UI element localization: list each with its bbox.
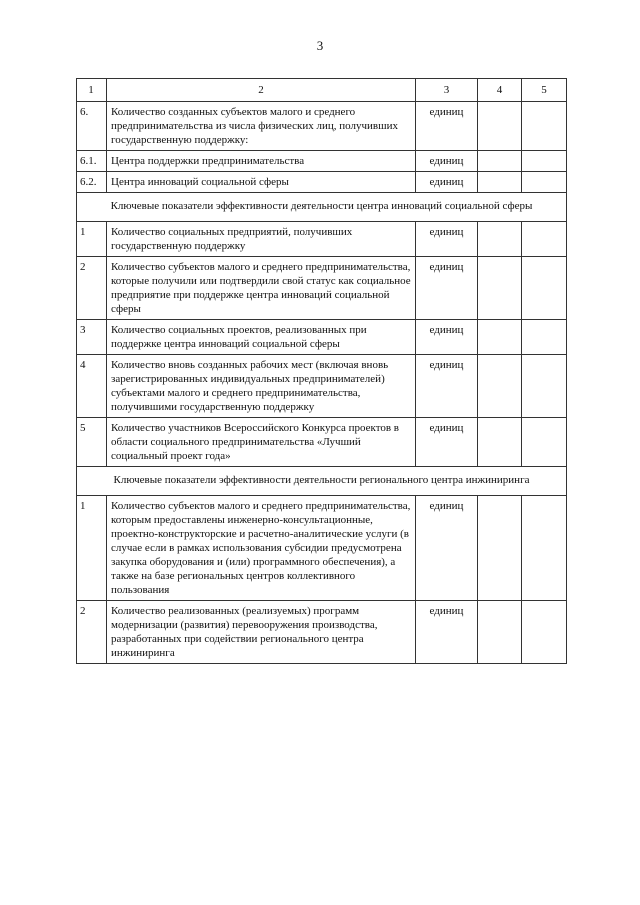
row-number: 2	[77, 257, 107, 320]
value-cell-5	[522, 102, 567, 151]
section-heading-row	[77, 467, 567, 496]
table-row	[77, 320, 567, 355]
value-cell-4	[478, 418, 522, 467]
unit-cell: единиц	[416, 496, 478, 601]
unit-cell: единиц	[416, 151, 478, 172]
header-cell-3: 3	[416, 79, 478, 102]
indicator-name: Количество вновь созданных рабочих мест (включая вновь зарегистрированных индивидуальных предпринимателей) субъектами малого и среднего предпринимательства, получившими государственную поддержку	[107, 355, 416, 418]
value-cell-4	[478, 601, 522, 664]
row-number: 1	[77, 222, 107, 257]
unit-cell: единиц	[416, 320, 478, 355]
section-heading: Ключевые показатели эффективности деятельности регионального центра инжиниринга	[77, 467, 567, 496]
row-number: 1	[77, 496, 107, 601]
value-cell-5	[522, 151, 567, 172]
unit-cell: единиц	[416, 102, 478, 151]
value-cell-5	[522, 418, 567, 467]
value-cell-5	[522, 601, 567, 664]
table-row	[77, 172, 567, 193]
indicator-name: Центра инноваций социальной сферы	[107, 172, 416, 193]
table-row	[77, 102, 567, 151]
value-cell-5	[522, 320, 567, 355]
row-number: 4	[77, 355, 107, 418]
value-cell-5	[522, 496, 567, 601]
value-cell-5	[522, 257, 567, 320]
indicator-name: Количество социальных предприятий, получивших государственную поддержку	[107, 222, 416, 257]
row-number: 2	[77, 601, 107, 664]
table-row	[77, 222, 567, 257]
indicator-name: Количество реализованных (реализуемых) программ модернизации (развития) перевооружения производства, разработанных при содействии регионального центра инжиниринга	[107, 601, 416, 664]
header-cell-4: 4	[478, 79, 522, 102]
value-cell-5	[522, 355, 567, 418]
value-cell-4	[478, 355, 522, 418]
unit-cell: единиц	[416, 257, 478, 320]
value-cell-4	[478, 222, 522, 257]
unit-cell: единиц	[416, 418, 478, 467]
table-row	[77, 601, 567, 664]
value-cell-4	[478, 257, 522, 320]
table-row	[77, 355, 567, 418]
indicator-name: Центра поддержки предпринимательства	[107, 151, 416, 172]
unit-cell: единиц	[416, 355, 478, 418]
value-cell-5	[522, 172, 567, 193]
section-heading-row	[77, 193, 567, 222]
table-row	[77, 496, 567, 601]
header-cell-5: 5	[522, 79, 567, 102]
value-cell-5	[522, 222, 567, 257]
indicator-name: Количество субъектов малого и среднего предпринимательства, которые получили или подтвердили свой статус как социальное предприятие при поддержке центра инноваций социальной сферы	[107, 257, 416, 320]
row-number: 5	[77, 418, 107, 467]
value-cell-4	[478, 172, 522, 193]
table-row	[77, 257, 567, 320]
unit-cell: единиц	[416, 172, 478, 193]
table-row	[77, 151, 567, 172]
indicators-table	[76, 78, 567, 664]
row-number: 6.	[77, 102, 107, 151]
value-cell-4	[478, 102, 522, 151]
indicator-name: Количество субъектов малого и среднего предпринимательства, которым предоставлены инженерно-консультационные, проектно-конструкторские и расчетно-аналитические услуги (в случае если в рамках использования субсидии предусмотрена закупка оборудования и (или) программного обеспечения), а также на базе региональных центров коллективного пользования	[107, 496, 416, 601]
unit-cell: единиц	[416, 601, 478, 664]
row-number: 3	[77, 320, 107, 355]
row-number: 6.2.	[77, 172, 107, 193]
indicator-name: Количество социальных проектов, реализованных при поддержке центра инноваций социальной сферы	[107, 320, 416, 355]
section-heading: Ключевые показатели эффективности деятельности центра инноваций социальной сферы	[77, 193, 567, 222]
table-row	[77, 418, 567, 467]
header-cell-1: 1	[77, 79, 107, 102]
table-header-row	[77, 79, 567, 102]
value-cell-4	[478, 496, 522, 601]
page-number: 3	[316, 38, 324, 53]
indicator-name: Количество участников Всероссийского Конкурса проектов в области социального предпринимательства «Лучший социальный проект года»	[107, 418, 416, 467]
value-cell-4	[478, 151, 522, 172]
header-cell-2: 2	[107, 79, 416, 102]
row-number: 6.1.	[77, 151, 107, 172]
value-cell-4	[478, 320, 522, 355]
indicator-name: Количество созданных субъектов малого и среднего предпринимательства из числа физических лиц, получивших государственную поддержку:	[107, 102, 416, 151]
unit-cell: единиц	[416, 222, 478, 257]
